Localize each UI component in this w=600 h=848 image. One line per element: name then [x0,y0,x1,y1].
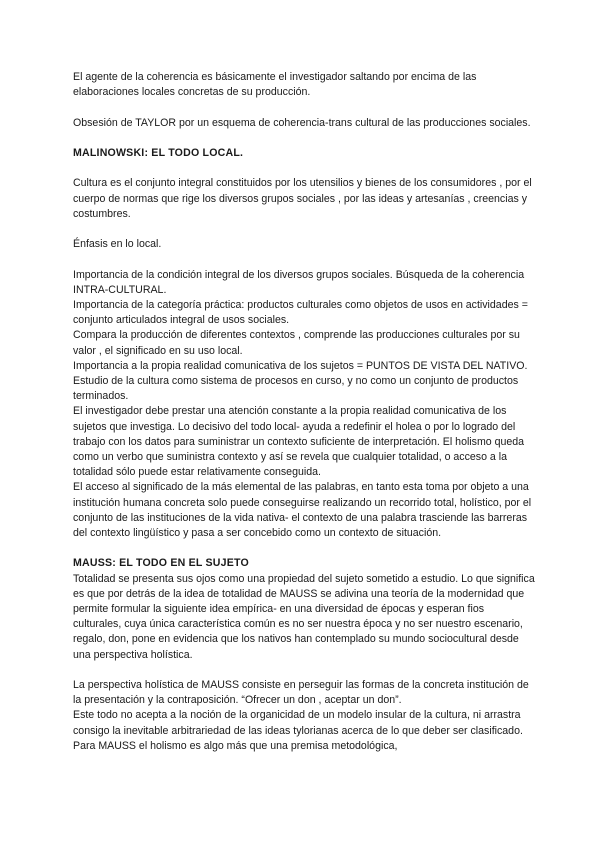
spacer [73,131,535,146]
spacer [73,663,535,678]
paragraph-culture-processes: Estudio de la cultura como sistema de procesos en curso, y no como un conjunto de productos terminados. [73,374,519,403]
paragraph-word-meaning: El acceso al significado de la más elemental de las palabras, en tanto esta toma por objeto a una institución humana concreta solo puede conseguirse realizando un recorrido total, holístico, por el conjunto de las instituciones de la vida nativa- el contexto de una palabra trasciende las barreras del contexto lingüístico y pasa a ser concebido como un contexto de situación. [73,481,532,540]
paragraph-local-emphasis: Énfasis en lo local. [73,238,162,251]
paragraph-totality-subject: Totalidad se presenta sus ojos como una propiedad del sujeto sometido a estudio. Lo que significa es que por detrás de la idea de totalidad de MAUSS se adivina una teoría de la modernidad que permite formular la siguiente idea empírica- en una diversidad de épocas y esperan fios culturales, cuya única característica común es no ser nuestra época y no ser nuestro escenario, regalo, don, pone en evidencia que los nativos han contemplado su mundo sociocultural desde una perspectiva holística. [73,572,535,661]
spacer [73,161,535,176]
heading-malinowski: MALINOWSKI: EL TODO LOCAL. [73,146,244,159]
paragraph-integral-condition: Importancia de la condición integral de los diversos grupos sociales. Búsqueda de la coherencia INTRA-CULTURAL. [73,268,525,296]
spacer [73,541,535,556]
spacer [73,222,535,237]
paragraph-organicity: Este todo no acepta a la noción de la organicidad de un modelo insular de la cultura, ni arrastra consigo la inevitable arbitrariedad de las ideas tylorianas acerca de lo que deber ser clasificado. Para MAUSS el holismo es algo más que una premisa metodológica, [73,709,523,752]
paragraph-coherence-agent: El agente de la coherencia es básicamente el investigador saltando por encima de las elaboraciones locales concretas de su producción. [73,71,477,99]
paragraph-taylor: Obsesión de TAYLOR por un esquema de coherencia-trans cultural de las producciones sociales. [73,116,531,129]
paragraph-researcher-attention: El investigador debe prestar una atención constante a la propia realidad comunicativa de los sujetos que investiga. Lo decisivo del todo local- ayuda a redefinir el holea o por lo logrado del trabajo con los datos para suministrar un contexto suficiente de interpretación. El holismo queda como un verbo que suministra contexto y así se revela que cualquier totalidad, o acceso a la totalidad sólo puede estar relativamente conseguida. [73,405,525,479]
paragraph-holistic-perspective: La perspectiva holística de MAUSS consiste en perseguir las formas de la concreta institución de la presentación y la contraposición. “Ofrecer un don , aceptar un don”. [73,679,529,707]
document-body [73,70,535,754]
heading-mauss: MAUSS: EL TODO EN EL SUJETO [73,557,249,570]
paragraph-native-viewpoint: Importancia a la propia realidad comunicativa de los sujetos = PUNTOS DE VISTA DEL NATIVO. [73,359,528,372]
paragraph-compare-production: Compara la producción de diferentes contextos , comprende las producciones culturales por su valor , el significado en su uso local. [73,329,520,357]
paragraph-culture-definition: Cultura es el conjunto integral constituidos por los utensilios y bienes de los consumidores , por el cuerpo de normas que rige los diversos grupos sociales , por las ideas y artesanías , creencias y costumbres. [73,177,532,220]
spacer [73,100,535,115]
spacer [73,252,535,267]
paragraph-practical-category: Importancia de la categoría práctica: productos culturales como objetos de usos en actividades = conjunto articulados integral de usos sociales. [73,298,528,327]
